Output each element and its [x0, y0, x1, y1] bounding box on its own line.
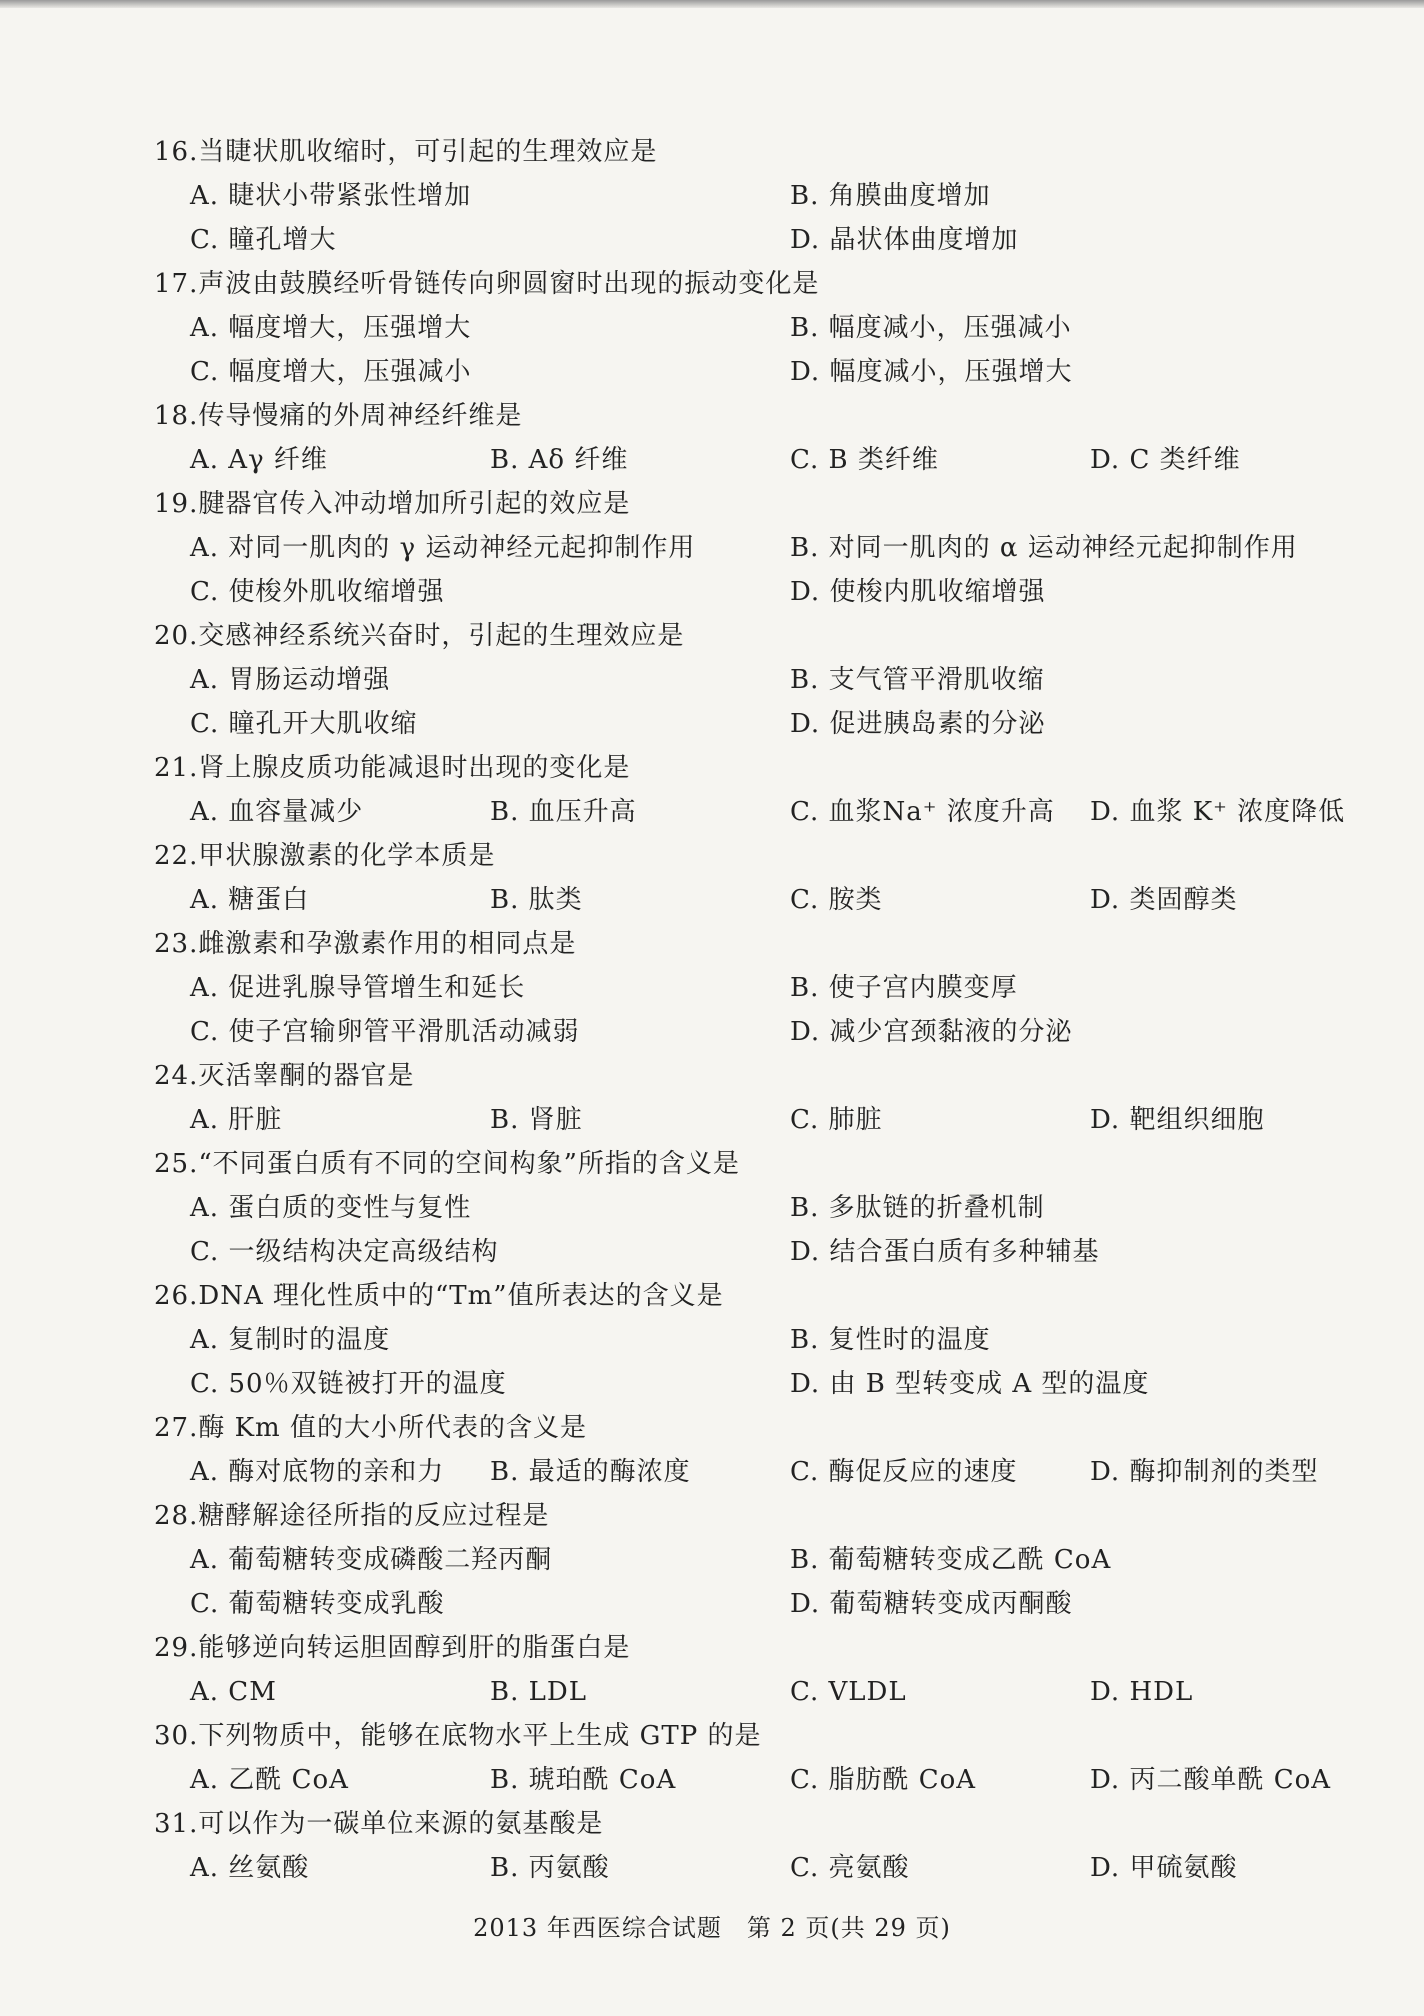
answer-option: D. 幅度减小，压强增大: [790, 357, 1073, 387]
answer-option: C. 瞳孔增大: [190, 225, 337, 255]
answer-option: D. 甲硫氨酸: [1090, 1853, 1238, 1883]
answer-option: D. 结合蛋白质有多种辅基: [790, 1237, 1100, 1267]
answer-option: D. 减少宫颈黏液的分泌: [790, 1017, 1073, 1047]
question-item: [154, 614, 1384, 746]
option-row: [154, 1538, 1384, 1582]
option-row: [154, 306, 1384, 350]
answer-option: D. 丙二酸单酰 CoA: [1090, 1765, 1332, 1795]
option-row: [154, 1846, 1384, 1890]
option-row: [154, 1186, 1384, 1230]
answer-option: C. 50％双链被打开的温度: [190, 1369, 507, 1399]
answer-option: A. Aγ 纤维: [190, 445, 328, 475]
question-stem: 31.可以作为一碳单位来源的氨基酸是: [154, 1809, 604, 1839]
answer-option: C. 胺类: [790, 885, 883, 915]
option-row: [154, 438, 1384, 482]
option-row: [154, 1098, 1384, 1142]
answer-option: C. 酶促反应的速度: [790, 1457, 1018, 1487]
page-footer: 2013 年西医综合试题 第 2 页(共 29 页): [473, 1914, 951, 1942]
question-stem: 24.灭活睾酮的器官是: [154, 1061, 415, 1091]
answer-option: D. 晶状体曲度增加: [790, 225, 1019, 255]
answer-option: D. HDL: [1090, 1677, 1194, 1707]
option-row: [154, 790, 1384, 834]
answer-option: C. 瞳孔开大肌收缩: [190, 709, 418, 739]
answer-option: B. 血压升高: [490, 797, 637, 827]
option-row: [154, 218, 1384, 262]
answer-option: A. 丝氨酸: [190, 1853, 310, 1883]
answer-option: B. LDL: [490, 1677, 588, 1707]
option-row: [154, 1758, 1384, 1802]
answer-option: C. 血浆Na⁺ 浓度升高: [790, 797, 1055, 827]
answer-option: D. 类固醇类: [1090, 885, 1238, 915]
question-list: [154, 130, 1384, 1890]
answer-option: B. 最适的酶浓度: [490, 1457, 691, 1487]
question-stem: 20.交感神经系统兴奋时，引起的生理效应是: [154, 621, 685, 651]
question-item: [154, 1142, 1384, 1274]
answer-option: B. 角膜曲度增加: [790, 181, 991, 211]
answer-option: C. B 类纤维: [790, 445, 939, 475]
question-item: [154, 1626, 1384, 1714]
option-row: [154, 1362, 1384, 1406]
option-row: [154, 1318, 1384, 1362]
answer-option: A. 葡萄糖转变成磷酸二羟丙酮: [190, 1545, 553, 1575]
question-item: [154, 1406, 1384, 1494]
answer-option: C. 亮氨酸: [790, 1853, 910, 1883]
answer-option: D. 酶抑制剂的类型: [1090, 1457, 1319, 1487]
answer-option: B. Aδ 纤维: [490, 445, 629, 475]
option-row: [154, 1230, 1384, 1274]
question-stem: 30.下列物质中，能够在底物水平上生成 GTP 的是: [154, 1721, 762, 1751]
question-stem: 25.“不同蛋白质有不同的空间构象”所指的含义是: [154, 1149, 740, 1179]
answer-option: A. 肝脏: [190, 1105, 283, 1135]
answer-option: A. 血容量减少: [190, 797, 364, 827]
answer-option: A. 对同一肌肉的 γ 运动神经元起抑制作用: [190, 533, 696, 563]
option-row: [154, 1582, 1384, 1626]
question-item: [154, 1494, 1384, 1626]
answer-option: A. 促进乳腺导管增生和延长: [190, 973, 526, 1003]
question-stem: 26.DNA 理化性质中的“Tm”值所表达的含义是: [154, 1281, 724, 1311]
answer-option: A. 睫状小带紧张性增加: [190, 181, 472, 211]
answer-option: D. 由 B 型转变成 A 型的温度: [790, 1369, 1150, 1399]
answer-option: B. 对同一肌肉的 α 运动神经元起抑制作用: [790, 533, 1298, 563]
question-item: [154, 746, 1384, 834]
question-stem: 16.当睫状肌收缩时，可引起的生理效应是: [154, 137, 658, 167]
answer-option: B. 支气管平滑肌收缩: [790, 665, 1045, 695]
option-row: [154, 966, 1384, 1010]
option-row: [154, 570, 1384, 614]
question-item: [154, 130, 1384, 262]
answer-option: D. 靶组织细胞: [1090, 1105, 1265, 1135]
question-item: [154, 834, 1384, 922]
option-row: [154, 878, 1384, 922]
question-item: [154, 1802, 1384, 1890]
question-item: [154, 1274, 1384, 1406]
answer-option: A. 糖蛋白: [190, 885, 310, 915]
question-item: [154, 262, 1384, 394]
option-row: [154, 1450, 1384, 1494]
answer-option: D. 葡萄糖转变成丙酮酸: [790, 1589, 1073, 1619]
question-stem: 28.糖酵解途径所指的反应过程是: [154, 1501, 550, 1531]
question-item: [154, 482, 1384, 614]
answer-option: D. C 类纤维: [1090, 445, 1241, 475]
answer-option: B. 多肽链的折叠机制: [790, 1193, 1045, 1223]
answer-option: A. 幅度增大，压强增大: [190, 313, 472, 343]
question-item: [154, 922, 1384, 1054]
answer-option: C. 一级结构决定高级结构: [190, 1237, 499, 1267]
question-stem: 27.酶 Km 值的大小所代表的含义是: [154, 1413, 587, 1443]
answer-option: B. 肽类: [490, 885, 583, 915]
option-row: [154, 658, 1384, 702]
question-item: [154, 1714, 1384, 1802]
answer-option: A. 复制时的温度: [190, 1325, 391, 1355]
answer-option: A. 乙酰 CoA: [190, 1765, 349, 1795]
question-stem: 21.肾上腺皮质功能减退时出现的变化是: [154, 753, 631, 783]
answer-option: A. 蛋白质的变性与复性: [190, 1193, 472, 1223]
question-stem: 18.传导慢痛的外周神经纤维是: [154, 401, 523, 431]
answer-option: C. 幅度增大，压强减小: [190, 357, 472, 387]
answer-option: D. 促进胰岛素的分泌: [790, 709, 1046, 739]
option-row: [154, 1010, 1384, 1054]
answer-option: D. 血浆 K⁺ 浓度降低: [1090, 797, 1346, 827]
answer-option: C. VLDL: [790, 1677, 907, 1707]
question-item: [154, 1054, 1384, 1142]
answer-option: C. 葡萄糖转变成乳酸: [190, 1589, 445, 1619]
answer-option: B. 幅度减小，压强减小: [790, 313, 1072, 343]
answer-option: C. 肺脏: [790, 1105, 883, 1135]
question-item: [154, 394, 1384, 482]
answer-option: C. 脂肪酰 CoA: [790, 1765, 977, 1795]
option-row: [154, 350, 1384, 394]
question-stem: 29.能够逆向转运胆固醇到肝的脂蛋白是: [154, 1633, 631, 1663]
option-row: [154, 1670, 1384, 1714]
option-row: [154, 526, 1384, 570]
answer-option: B. 复性时的温度: [790, 1325, 991, 1355]
question-stem: 23.雌激素和孕激素作用的相同点是: [154, 929, 577, 959]
answer-option: B. 葡萄糖转变成乙酰 CoA: [790, 1545, 1112, 1575]
answer-option: B. 肾脏: [490, 1105, 583, 1135]
answer-option: A. 胃肠运动增强: [190, 665, 391, 695]
answer-option: C. 使子宫输卵管平滑肌活动减弱: [190, 1017, 580, 1047]
option-row: [154, 174, 1384, 218]
answer-option: D. 使梭内肌收缩增强: [790, 577, 1046, 607]
answer-option: B. 丙氨酸: [490, 1853, 610, 1883]
option-row: [154, 702, 1384, 746]
answer-option: A. CM: [190, 1677, 277, 1707]
answer-option: B. 琥珀酰 CoA: [490, 1765, 677, 1795]
answer-option: B. 使子宫内膜变厚: [790, 973, 1018, 1003]
answer-option: C. 使梭外肌收缩增强: [190, 577, 445, 607]
question-stem: 22.甲状腺激素的化学本质是: [154, 841, 496, 871]
question-stem: 17.声波由鼓膜经听骨链传向卵圆窗时出现的振动变化是: [154, 269, 820, 299]
answer-option: A. 酶对底物的亲和力: [190, 1457, 445, 1487]
scan-top-edge: [0, 0, 1424, 8]
question-stem: 19.腱器官传入冲动增加所引起的效应是: [154, 489, 631, 519]
